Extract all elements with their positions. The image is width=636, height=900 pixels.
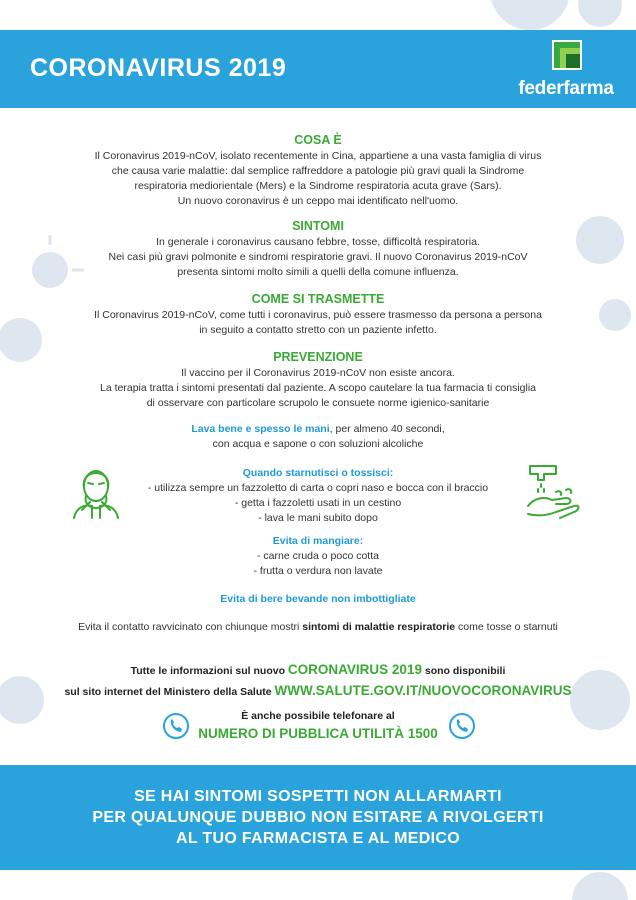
phone-number bbox=[40, 725, 596, 744]
text-line: - utilizza sempre un fazzoletto di carta o copri naso e bocca con il braccio bbox=[147, 482, 489, 494]
highlight-text: Lava bene e spesso le mani bbox=[191, 423, 330, 435]
text-line: - frutta o verdura non lavate bbox=[253, 565, 383, 577]
section-mangiare bbox=[40, 534, 596, 579]
bold-text: sintomi di malattie respiratorie bbox=[302, 621, 456, 633]
section-info bbox=[20, 660, 616, 702]
text-line bbox=[20, 620, 616, 635]
section-sintomi bbox=[40, 219, 596, 280]
text-part: , per almeno 40 secondi, bbox=[329, 423, 445, 435]
text-line: - carne cruda o poco cotta bbox=[257, 550, 379, 562]
logo-text: federfarma bbox=[518, 78, 614, 99]
text-line: Il Coronavirus 2019-nCoV, come tutti i coronavirus, può essere trasmesso da persona a persona bbox=[94, 309, 542, 321]
section-subtitle: Evita di mangiare: bbox=[272, 535, 364, 547]
section-title: PREVENZIONE bbox=[273, 350, 363, 364]
text-line: In generale i coronavirus causano febbre, tosse, difficoltà respiratoria. bbox=[156, 236, 480, 248]
text-line: con acqua e sapone o con soluzioni alcoliche bbox=[212, 438, 424, 450]
section-starnutisci bbox=[40, 466, 596, 526]
section-phone bbox=[40, 708, 596, 744]
section-prevenzione bbox=[40, 350, 596, 411]
footer-line: PER QUALUNQUE DUBBIO NON ESITARE A RIVOLGERTI bbox=[92, 809, 544, 826]
text-part: sono disponibili bbox=[421, 665, 506, 677]
info-line bbox=[20, 681, 616, 702]
header-banner bbox=[0, 30, 636, 108]
website-link[interactable]: WWW.SALUTE.GOV.IT/NUOVOCORONAVIRUS bbox=[274, 683, 572, 698]
section-cosa-e bbox=[40, 133, 596, 209]
text-line: - getta i fazzoletti usati in un cestino bbox=[234, 497, 402, 509]
section-title: COSA È bbox=[294, 133, 342, 147]
text-line: La terapia tratta i sintomi presentati dal paziente. A scopo cautelare la tua farmacia ti consiglia bbox=[100, 382, 536, 394]
text-part: Tutte le informazioni sul nuovo bbox=[130, 665, 288, 677]
text-line: in seguito a contatto stretto con un paziente infetto. bbox=[199, 324, 437, 336]
text-line: - lava le mani subito dopo bbox=[258, 512, 378, 524]
footer-banner bbox=[0, 765, 636, 870]
text-part: sul sito internet del Ministero della Salute bbox=[64, 686, 275, 698]
text-part: Evita il contatto ravvicinato con chiunque mostri bbox=[78, 621, 303, 633]
text-line: che causa varie malattie: dal semplice raffreddore a patologie più gravi quali la Sindrome bbox=[111, 165, 525, 177]
text-line: Il vaccino per il Coronavirus 2019-nCoV non esiste ancora. bbox=[181, 367, 455, 379]
section-subtitle: Quando starnutisci o tossisci: bbox=[242, 467, 394, 479]
section-subtitle: Evita di bere bevande non imbottigliate bbox=[220, 593, 416, 605]
section-contatto bbox=[20, 620, 616, 635]
text-part: come tosse o starnuti bbox=[455, 621, 558, 633]
page-title: CORONAVIRUS 2019 bbox=[30, 54, 287, 82]
section-lava-mani bbox=[40, 422, 596, 452]
section-title: COME SI TRASMETTE bbox=[251, 292, 385, 306]
section-bevande bbox=[40, 592, 596, 607]
text-line: Nei casi più gravi polmonite e sindromi respiratorie gravi. Il nuovo Coronavirus 2019-nCoV bbox=[108, 251, 528, 263]
section-trasmette bbox=[40, 292, 596, 338]
footer-line: SE HAI SINTOMI SOSPETTI NON ALLARMARTI bbox=[134, 788, 502, 805]
text-line: Un nuovo coronavirus è un ceppo mai identificato nell'uomo. bbox=[177, 195, 459, 207]
text-line: Il Coronavirus 2019-nCoV, isolato recentemente in Cina, appartiene a una vasta famiglia di virus bbox=[94, 150, 542, 162]
phone-line: È anche possibile telefonare al bbox=[241, 710, 395, 722]
text-line: presenta sintomi molto simili a quelli della comune influenza. bbox=[177, 266, 459, 278]
federfarma-logo-icon bbox=[552, 40, 582, 70]
info-line bbox=[20, 660, 616, 681]
text-line bbox=[40, 422, 596, 437]
text-line: di osservare con particolare scrupolo le consuete norme igienico-sanitarie bbox=[146, 397, 490, 409]
section-title: SINTOMI bbox=[292, 219, 344, 233]
federfarma-logo bbox=[518, 40, 614, 102]
text-line: respiratoria mediorientale (Mers) e la Sindrome respiratoria acuta grave (Sars). bbox=[134, 180, 502, 192]
footer-line: AL TUO FARMACISTA E AL MEDICO bbox=[176, 830, 460, 847]
highlight-text: CORONAVIRUS 2019 bbox=[287, 662, 422, 677]
phone-number-text: NUMERO DI PUBBLICA UTILITÀ 1500 bbox=[198, 726, 438, 741]
